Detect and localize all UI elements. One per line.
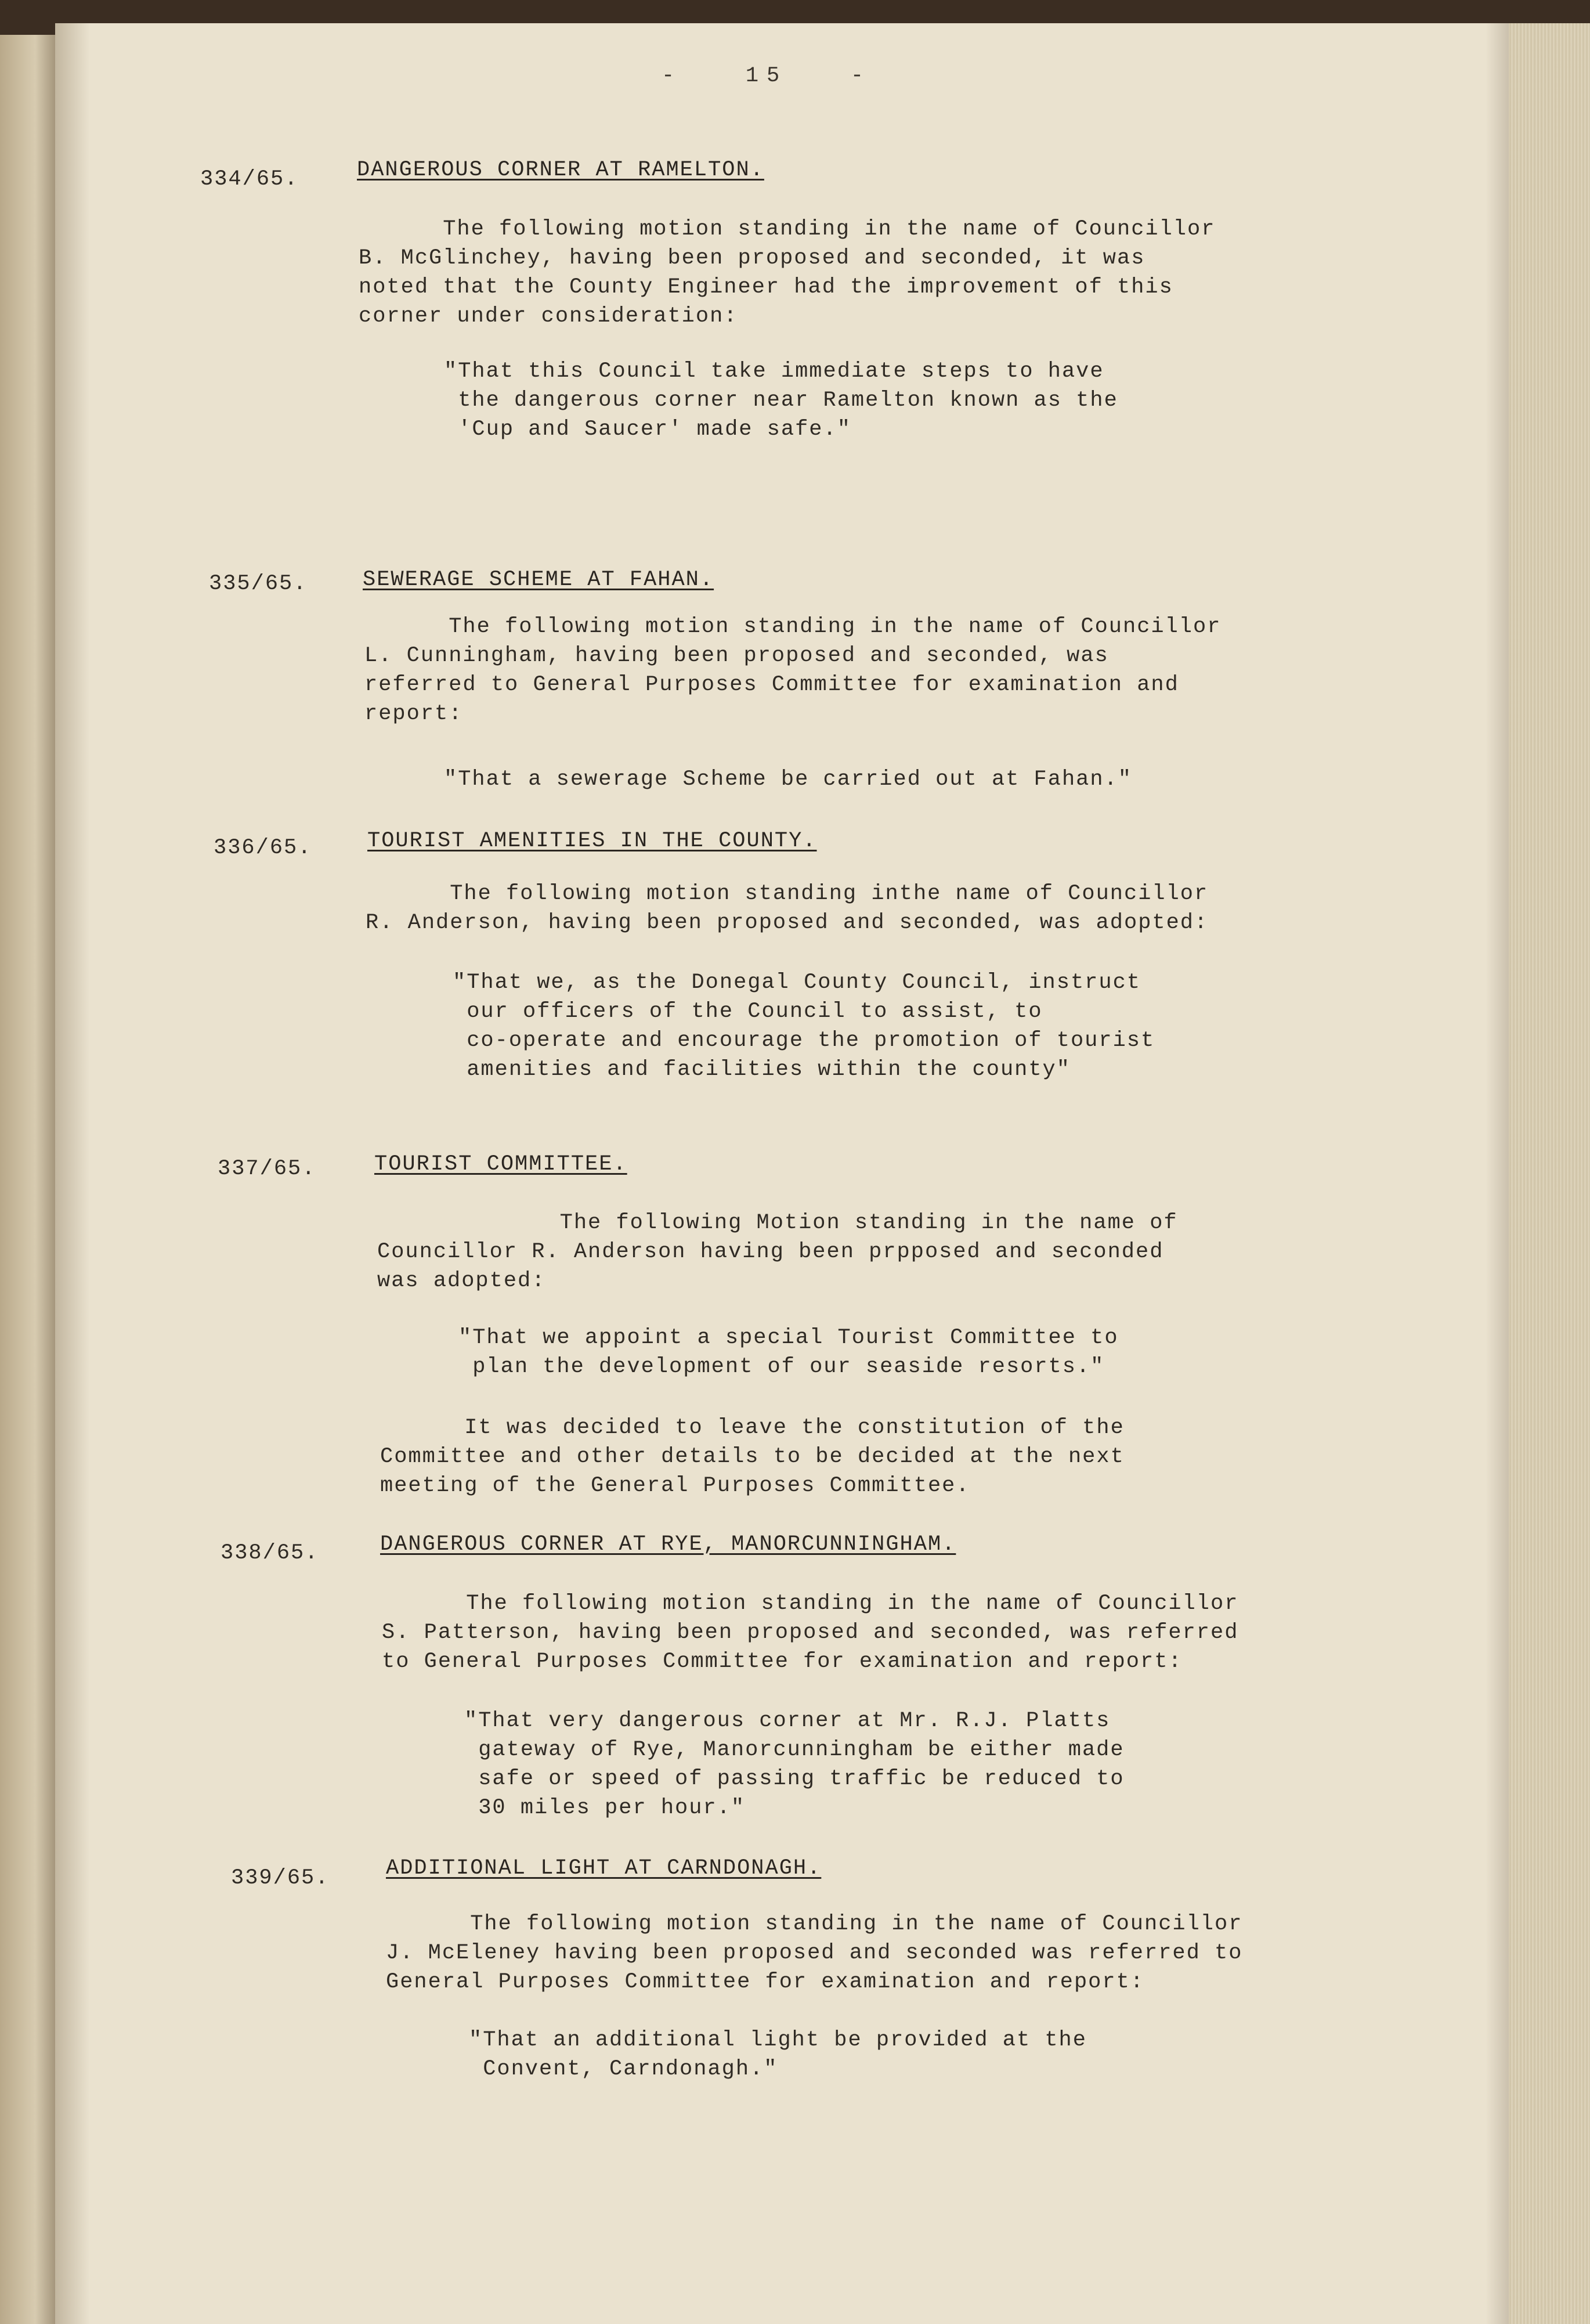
item-heading: DANGEROUS CORNER AT RYE, MANORCUNNINGHAM. <box>380 1532 956 1557</box>
item-quote: "That an additional light be provided at the Convent, Carndonagh." <box>469 2028 1087 2081</box>
item-heading: TOURIST COMMITTEE. <box>374 1152 627 1177</box>
item-body: The following motion standing in the name of Councillor S. Patterson, having been proposed and seconded, was referred to General Purposes Committee for examination and report: <box>382 1592 1239 1674</box>
item-followup: It was decided to leave the constitution of the Committee and other details to be decided at the next meeting of the General Purposes Committee. <box>380 1416 1125 1498</box>
item-heading: TOURIST AMENITIES IN THE COUNTY. <box>367 829 817 853</box>
item-heading: DANGEROUS CORNER AT RAMELTON. <box>357 158 764 182</box>
book-page-edges <box>1509 23 1590 2324</box>
item-body: The following motion standing in the name of Councillor B. McGlinchey, having been proposed and seconded, it was noted that the County Engineer had the improvement of this corner under consideration: <box>359 217 1216 329</box>
item-quote: "That we, as the Donegal County Council, instruct our officers of the Council to assist, to co-operate and encourage the promotion of tourist amenities and facilities within the county" <box>453 970 1155 1082</box>
facing-page-edge <box>0 35 64 2324</box>
item-quote: "That a sewerage Scheme be carried out at Fahan." <box>444 767 1132 792</box>
item-number: 339/65. <box>231 1866 330 1890</box>
page-number: - 15 - <box>662 64 872 88</box>
item-number: 334/65. <box>200 167 299 192</box>
item-quote: "That we appoint a special Tourist Committee to plan the development of our seaside resorts." <box>458 1326 1119 1379</box>
item-number: 335/65. <box>209 572 308 596</box>
item-body: The following Motion standing in the name of Councillor R. Anderson having been prpposed and seconded was adopted: <box>377 1211 1178 1293</box>
item-heading: ADDITIONAL LIGHT AT CARNDONAGH. <box>386 1856 822 1881</box>
item-heading: SEWERAGE SCHEME AT FAHAN. <box>363 568 714 592</box>
item-body: The following motion standing inthe name of Councillor R. Anderson, having been proposed and seconded, was adopted: <box>366 882 1209 935</box>
item-number: 336/65. <box>214 836 312 860</box>
item-quote: "That this Council take immediate steps to have the dangerous corner near Ramelton known as the 'Cup and Saucer' made safe." <box>444 359 1118 442</box>
item-body: The following motion standing in the name of Councillor L. Cunningham, having been proposed and seconded, was referred to General Purposes Committee for examination and report: <box>364 615 1222 726</box>
item-body: The following motion standing in the name of Councillor J. McEleney having been proposed and seconded was referred to General Purposes Committee for examination and report: <box>386 1912 1243 1994</box>
item-quote: "That very dangerous corner at Mr. R.J. Platts gateway of Rye, Manorcunningham be either made safe or speed of passing traffic be reduced to 30 miles per hour." <box>464 1709 1125 1820</box>
item-number: 337/65. <box>218 1157 316 1181</box>
item-number: 338/65. <box>221 1541 319 1565</box>
